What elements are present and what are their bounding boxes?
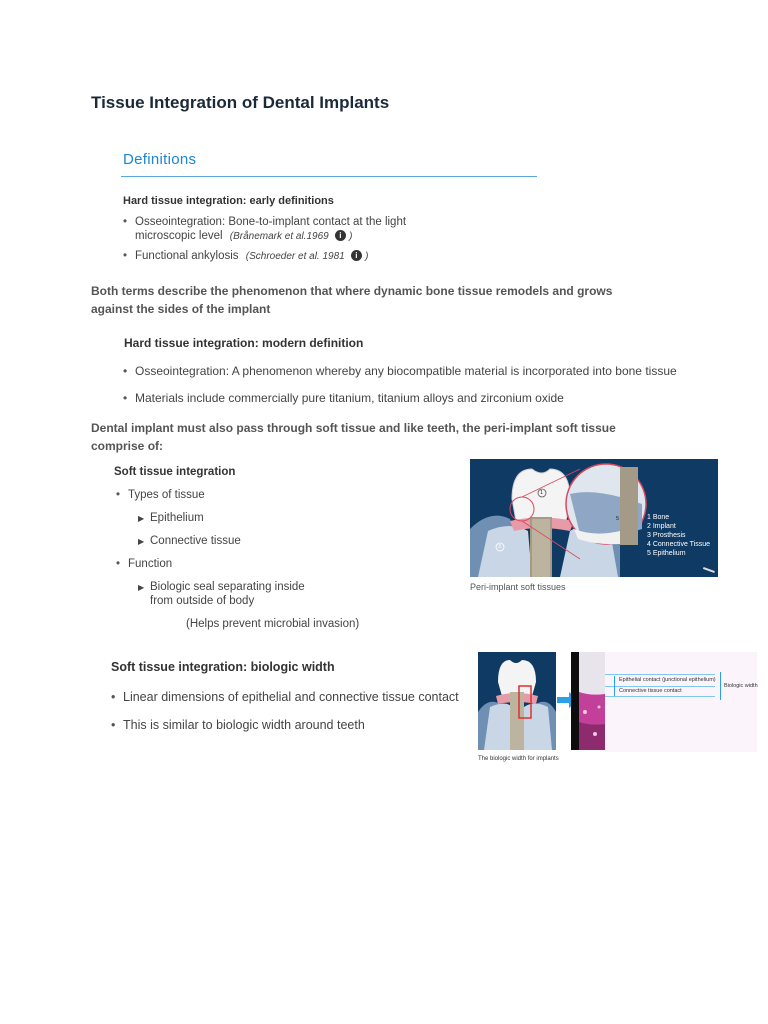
function-item xyxy=(116,558,172,570)
legend-bone: 1 Bone xyxy=(647,514,670,521)
marker-3: 3 xyxy=(498,544,502,550)
figure2-caption: The biologic width for implants xyxy=(478,756,559,762)
epithelial-guide-bottom xyxy=(605,686,715,687)
note-soft-tissue xyxy=(91,419,616,455)
biologic-width-arrow-icon xyxy=(720,672,721,700)
function-desc-line-1: Biologic seal separating inside xyxy=(150,581,305,593)
type-connective-text: Connective tissue xyxy=(150,535,241,547)
definitions-divider xyxy=(121,176,537,177)
legend-prosthesis: 3 Prosthesis xyxy=(647,532,686,539)
info-icon[interactable]: i xyxy=(351,250,362,261)
biologic-item-1-text: Linear dimensions of epithelial and connective tissue contact xyxy=(123,690,459,704)
modern-item-2-text: Materials include commercially pure titanium, titanium alloys and zirconium oxide xyxy=(135,391,564,405)
histology-image xyxy=(571,652,605,750)
type-connective xyxy=(138,535,241,547)
bullet: • xyxy=(123,250,128,262)
function-note: (Helps prevent microbial invasion) xyxy=(186,618,360,630)
peri-implant-figure xyxy=(470,459,718,577)
legend-epithelium: 5 Epithelium xyxy=(647,550,686,557)
osseo-early-item xyxy=(123,216,406,228)
figure-legend xyxy=(647,513,710,558)
label-connective-contact: Connective tissue contact xyxy=(619,688,682,694)
osseo-early-item-cont xyxy=(135,230,352,242)
function-label: Function xyxy=(128,558,173,570)
citation-close: ) xyxy=(365,251,369,262)
figure1-caption: Peri-implant soft tissues xyxy=(470,582,566,592)
types-of-tissue-item xyxy=(116,489,205,501)
bullet: • xyxy=(116,558,121,570)
triangle-bullet-icon: ▶ xyxy=(138,514,145,523)
triangle-bullet-icon: ▶ xyxy=(138,583,145,592)
marker-1: 1 xyxy=(540,490,544,496)
note-soft-tissue-line-2: comprise of: xyxy=(91,439,164,453)
type-epithelium xyxy=(138,512,204,524)
triangle-bullet-icon: ▶ xyxy=(138,537,145,546)
definitions-heading: Definitions xyxy=(123,151,197,168)
page-title: Tissue Integration of Dental Implants xyxy=(91,93,390,112)
label-epithelial-contact: Epithelial contact (junctional epithelium) xyxy=(619,677,716,683)
bullet: • xyxy=(123,364,128,378)
biologic-item-1 xyxy=(111,690,459,704)
epithelial-guide-top xyxy=(605,674,715,675)
biologic-item-2 xyxy=(111,718,365,732)
citation-close: ) xyxy=(349,231,353,242)
bullet: • xyxy=(111,690,116,704)
osseo-early-text-1: Osseointegration: Bone-to-implant contact at the light xyxy=(135,216,407,228)
connective-guide-bottom xyxy=(605,696,715,697)
note-soft-tissue-line-1: Dental implant must also pass through soft tissue and like teeth, the peri-implant soft tissue xyxy=(91,421,616,435)
histology-illustration xyxy=(571,652,605,750)
types-of-tissue-label: Types of tissue xyxy=(128,489,205,501)
hard-early-heading: Hard tissue integration: early definitions xyxy=(123,195,334,207)
functional-citation: (Schroeder et al. 1981 xyxy=(245,251,345,262)
bullet: • xyxy=(123,391,128,405)
bullet: • xyxy=(116,489,121,501)
info-icon[interactable]: i xyxy=(335,230,346,241)
note-both-terms-line-2: against the sides of the implant xyxy=(91,302,271,316)
functional-ankylosis-item xyxy=(123,250,368,262)
biologic-width-tooth-illustration xyxy=(478,652,556,750)
bullet: • xyxy=(111,718,116,732)
biologic-item-2-text: This is similar to biologic width around teeth xyxy=(123,718,365,732)
label-biologic-width: Biologic width xyxy=(724,683,758,689)
hard-modern-heading: Hard tissue integration: modern definition xyxy=(124,336,364,350)
function-desc xyxy=(138,581,305,593)
modern-item-2 xyxy=(123,391,564,405)
type-epithelium-text: Epithelium xyxy=(150,512,204,524)
bullet: • xyxy=(123,216,128,228)
osseo-early-text-2: microscopic level xyxy=(135,230,223,242)
legend-implant: 2 Implant xyxy=(647,523,676,530)
biologic-width-tooth-figure xyxy=(478,652,556,750)
soft-tissue-heading: Soft tissue integration xyxy=(114,466,236,478)
modern-item-1-text: Osseointegration: A phenomenon whereby any biocompatible material is incorporated into bone tissue xyxy=(135,364,677,378)
note-both-terms-line-1: Both terms describe the phenomenon that where dynamic bone tissue remodels and grows xyxy=(91,284,613,298)
legend-connective-tissue: 4 Connective Tissue xyxy=(647,541,711,548)
dimension-arrow-icon xyxy=(614,676,615,696)
marker-5: 5 xyxy=(616,516,620,522)
note-both-terms xyxy=(91,282,612,318)
osseo-citation: (Brånemark et al.1969 xyxy=(229,231,329,242)
modern-item-1 xyxy=(123,364,677,378)
histology-label-panel xyxy=(605,652,757,752)
biologic-width-heading: Soft tissue integration: biologic width xyxy=(111,660,335,674)
functional-ankylosis-text: Functional ankylosis xyxy=(135,250,239,262)
function-desc-line-2: from outside of body xyxy=(150,595,255,607)
